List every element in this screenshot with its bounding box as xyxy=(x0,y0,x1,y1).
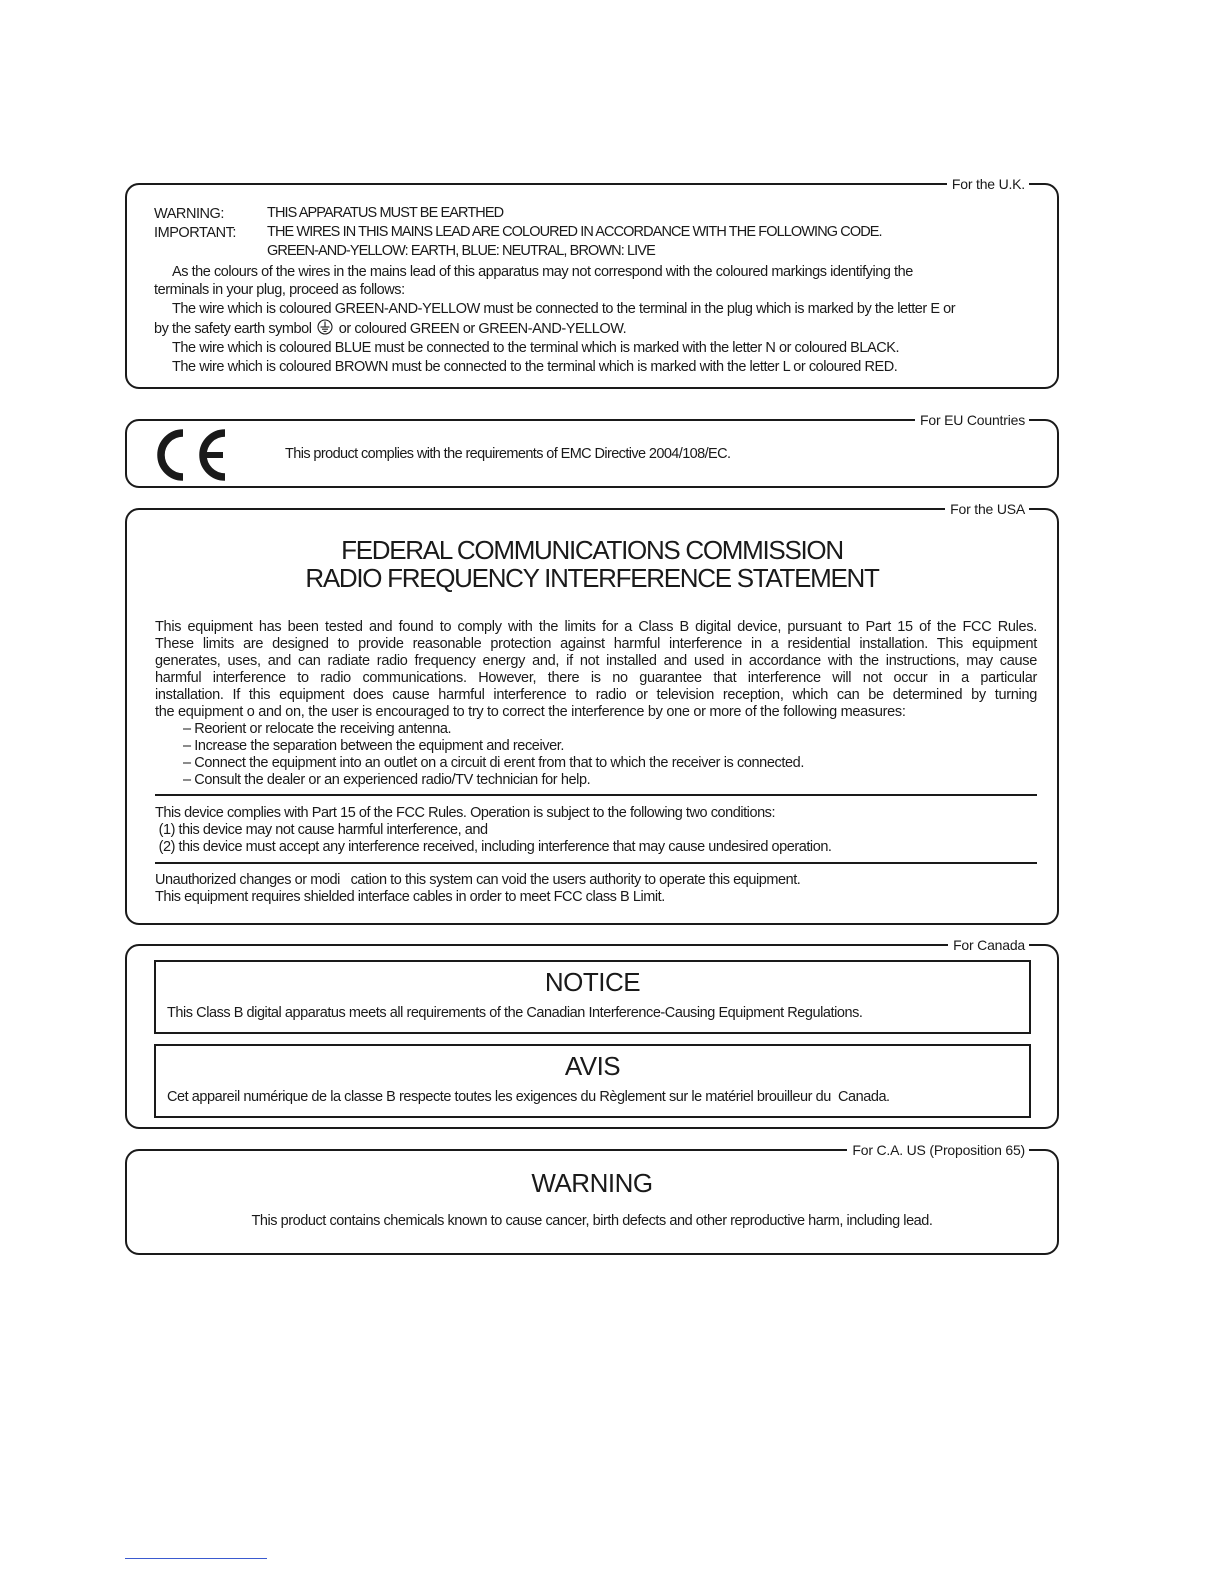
uk-para1-line1: As the colours of the wires in the mains lead of this apparatus may not correspond with the coloured markings identifying the xyxy=(172,264,913,280)
uk-para1-line2: terminals in your plug, proceed as follows: xyxy=(154,282,405,298)
fcc-para-line-4: harmful interference to radio communications. However, there is no guarantee that interference will not occur in a particular xyxy=(155,670,1037,686)
avis-box xyxy=(154,1044,1031,1118)
notice-text: This Class B digital apparatus meets all requirements of the Canadian Interference-Causing Equipment Regulations. xyxy=(167,1005,863,1021)
changes-line: This equipment requires shielded interface cables in order to meet FCC class B Limit. xyxy=(155,889,665,905)
prop65-title: WARNING xyxy=(531,1168,653,1198)
prop65-section xyxy=(125,1142,1059,1255)
uk-section xyxy=(125,176,1059,389)
warning-label: WARNING: xyxy=(154,206,224,222)
notice-title: NOTICE xyxy=(544,967,641,997)
fcc-para-line-6: the equipment o and on, the user is encouraged to try to correct the interference by one or more of the following measures: xyxy=(155,704,906,720)
uk-para2-line1: The wire which is coloured GREEN-AND-YELLOW must be connected to the terminal in the plug which is marked by the letter E or xyxy=(172,301,956,317)
eu-section xyxy=(125,412,1059,488)
canada-section xyxy=(125,937,1059,1129)
fcc-measure-item: – Reorient or relocate the receiving antenna. xyxy=(183,721,452,737)
avis-text: Cet appareil numérique de la classe B respecte toutes les exigences du Règlement sur le matériel brouilleur du Canada. xyxy=(167,1089,890,1105)
fcc-measure-item: – Consult the dealer or an experienced radio/TV technician for help. xyxy=(183,772,591,788)
uk-para4: The wire which is coloured BROWN must be connected to the terminal which is marked with the letter L or coloured RED. xyxy=(172,359,898,375)
usa-section xyxy=(125,501,1059,925)
uk-tag: For the U.K. xyxy=(947,173,1029,195)
ce-mark-icon xyxy=(149,425,231,487)
usa-tag: For the USA xyxy=(945,498,1029,520)
fcc-para-line-2: These limits are designed to provide reasonable protection against harmful interference in a residential installation. This equipment xyxy=(155,636,1037,652)
uk-para3: The wire which is coloured BLUE must be connected to the terminal which is marked with the letter N or coloured BLACK. xyxy=(172,340,900,356)
fcc-measure-item: – Connect the equipment into an outlet on a circuit di erent from that to which the receiver is connected. xyxy=(183,755,804,771)
uk-para2-line2-start: by the safety earth symbol xyxy=(154,321,312,337)
fcc-para-line-1: This equipment has been tested and found to comply with the limits for a Class B digital device, pursuant to Part 15 of the FCC Rules. xyxy=(155,619,1037,635)
canada-tag: For Canada xyxy=(948,934,1029,956)
divider xyxy=(155,862,1037,864)
uk-para2-line2 xyxy=(154,319,626,339)
fcc-para-line-5: installation. If this equipment does cause harmful interference to radio or television reception, which can be determined by turning xyxy=(155,687,1037,703)
part15-line: (1) this device may not cause harmful interference, and xyxy=(155,822,488,838)
part15-line: This device complies with Part 15 of the FCC Rules. Operation is subject to the following two conditions: xyxy=(155,805,776,821)
eu-text: This product complies with the requirements of EMC Directive 2004/108/EC. xyxy=(285,446,731,462)
avis-title: AVIS xyxy=(564,1051,621,1081)
warning-text: THIS APPARATUS MUST BE EARTHED xyxy=(267,205,504,221)
changes-line: Unauthorized changes or modi cation to this system can void the users authority to operate this equipment. xyxy=(155,872,801,888)
eu-tag: For EU Countries xyxy=(915,409,1029,431)
part15-line: (2) this device must accept any interference received, including interference that may cause undesired operation. xyxy=(155,839,832,855)
notice-box xyxy=(154,960,1031,1034)
fcc-measure-item: – Increase the separation between the equipment and receiver. xyxy=(183,738,565,754)
fcc-heading-2: RADIO FREQUENCY INTERFERENCE STATEMENT xyxy=(305,563,879,593)
important-label: IMPORTANT: xyxy=(154,225,236,241)
fcc-heading-1: FEDERAL COMMUNICATIONS COMMISSION xyxy=(341,535,843,565)
footer-link-underline xyxy=(125,1558,267,1559)
earth-symbol-icon xyxy=(317,319,333,335)
important-text-1: THE WIRES IN THIS MAINS LEAD ARE COLOURED IN ACCORDANCE WITH THE FOLLOWING CODE. xyxy=(267,224,882,240)
divider xyxy=(155,794,1037,796)
prop65-tag: For C.A. US (Proposition 65) xyxy=(847,1139,1029,1161)
important-text-2: GREEN-AND-YELLOW: EARTH, BLUE: NEUTRAL, BROWN: LIVE xyxy=(267,243,655,259)
uk-para2-line2-end: or coloured GREEN or GREEN-AND-YELLOW. xyxy=(338,321,627,337)
prop65-text: This product contains chemicals known to cause cancer, birth defects and other reproductive harm, including lead. xyxy=(251,1213,933,1229)
fcc-para-line-3: generates, uses, and can radiate radio frequency energy and, if not installed and used in accordance with the instructions, may cause xyxy=(155,653,1037,669)
